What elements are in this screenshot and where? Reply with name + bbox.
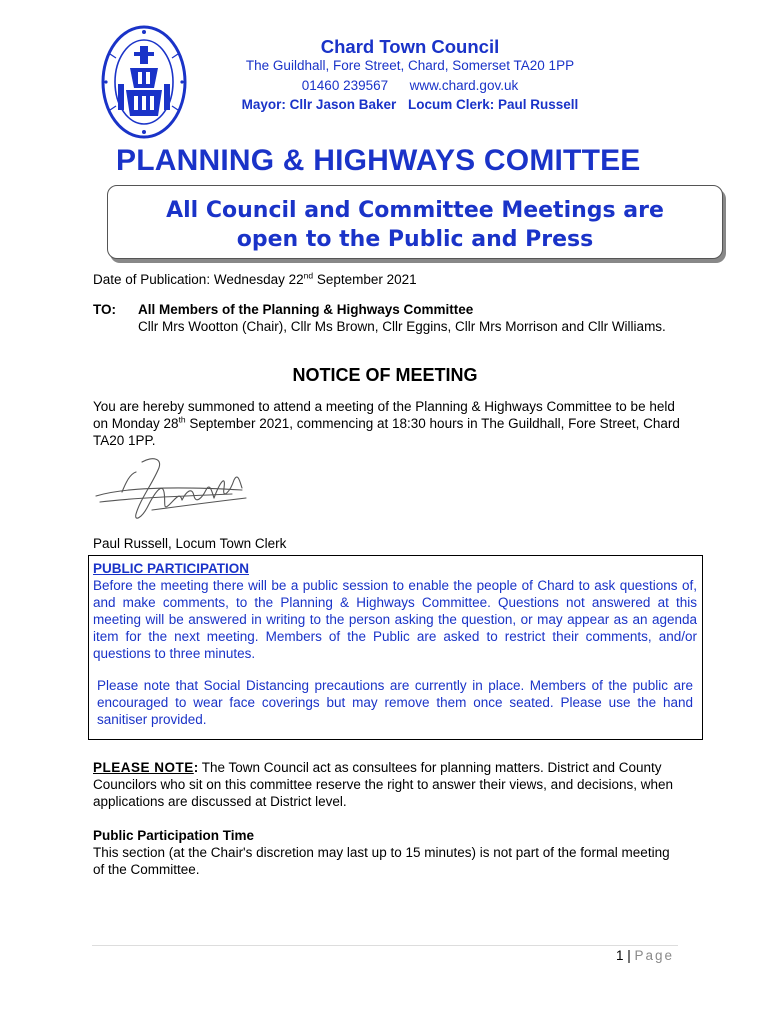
social-distancing-note: Please note that Social Distancing precautions are currently in place. Members of the public are encouraged to wear face coverings but may remove them once seated. Please use the hand sanitiser provided. [97, 678, 693, 727]
clerk-signoff: Paul Russell, Locum Town Clerk [93, 536, 287, 551]
council-contact [210, 78, 610, 93]
participation-time-heading: Public Participation Time [93, 828, 255, 843]
notice-heading: NOTICE OF MEETING [292, 365, 478, 385]
please-note-paragraph [93, 759, 673, 810]
please-note-text: The Town Council act as consultees for planning matters. District and County Councilors who sit on this committee reserve the right to answer their views, and decisions, when applications are discussed at District level. [93, 760, 674, 809]
summons-part-1: You are hereby summoned to attend a meeting of the Planning & Highways Committee to be held on Monday 28 [93, 399, 675, 431]
recipients-label: TO: [93, 302, 116, 317]
participation-time-text: This section (at the Chair's discretion may last up to 15 minutes) is not part of the formal meeting of the Committee. [93, 845, 670, 877]
council-seal-logo [100, 24, 188, 140]
please-note-colon: : [193, 760, 199, 775]
clerk-signature [92, 452, 252, 530]
public-participation-box [88, 555, 703, 740]
publication-date-prefix: Date of Publication: Wednesday 22 [93, 272, 304, 287]
publication-date-suffix: nd [303, 270, 314, 281]
page-footer [560, 948, 674, 963]
recipients-names: Cllr Mrs Wootton (Chair), Cllr Ms Brown, Cllr Eggins, Cllr Mrs Morrison and Cllr Williams. [138, 319, 666, 334]
council-website-link[interactable]: www.chard.gov.uk [409, 78, 519, 93]
banner-line-1: All Council and Committee Meetings are [166, 198, 664, 223]
publication-date [93, 271, 417, 288]
recipients-heading: All Members of the Planning & Highways Committee [138, 302, 474, 317]
mayor-name: Mayor: Cllr Jason Baker [241, 97, 397, 112]
clerk-name-header: Locum Clerk: Paul Russell [408, 97, 579, 112]
council-officers [210, 97, 610, 112]
banner-line-2: open to the Public and Press [236, 227, 594, 252]
meeting-summons [93, 398, 683, 449]
public-participation-text: Before the meeting there will be a public session to enable the people of Chard to ask questions of, and make comments, to the Planning & Highways Committee. Questions not answered at this meeting will be answered in writing to the person asking the question, or may appear as an agenda item for the next meeting. Members of the Public are asked to restrict their comments, and/or questions to three minutes. [93, 578, 697, 661]
page-number: 1 [615, 948, 624, 963]
council-phone: 01460 239567 [301, 78, 389, 93]
please-note-label: PLEASE NOTE [93, 760, 194, 775]
summons-part-2: September 2021, commencing at 18:30 hours in The Guildhall, Fore Street, Chard TA20 1PP. [93, 416, 680, 448]
publication-date-rest: September 2021 [313, 272, 417, 287]
public-meeting-banner [107, 185, 723, 259]
public-participation-title: PUBLIC PARTICIPATION [93, 561, 249, 576]
page-separator: | [623, 948, 635, 963]
council-address: The Guildhall, Fore Street, Chard, Somerset TA20 1PP [245, 58, 575, 73]
summons-date-suffix: th [178, 414, 186, 425]
footer-divider [92, 945, 678, 946]
page-title: PLANNING & HIGHWAYS COMITTEE [116, 144, 641, 177]
council-name: Chard Town Council [320, 36, 500, 57]
page-word: Page [634, 948, 674, 963]
